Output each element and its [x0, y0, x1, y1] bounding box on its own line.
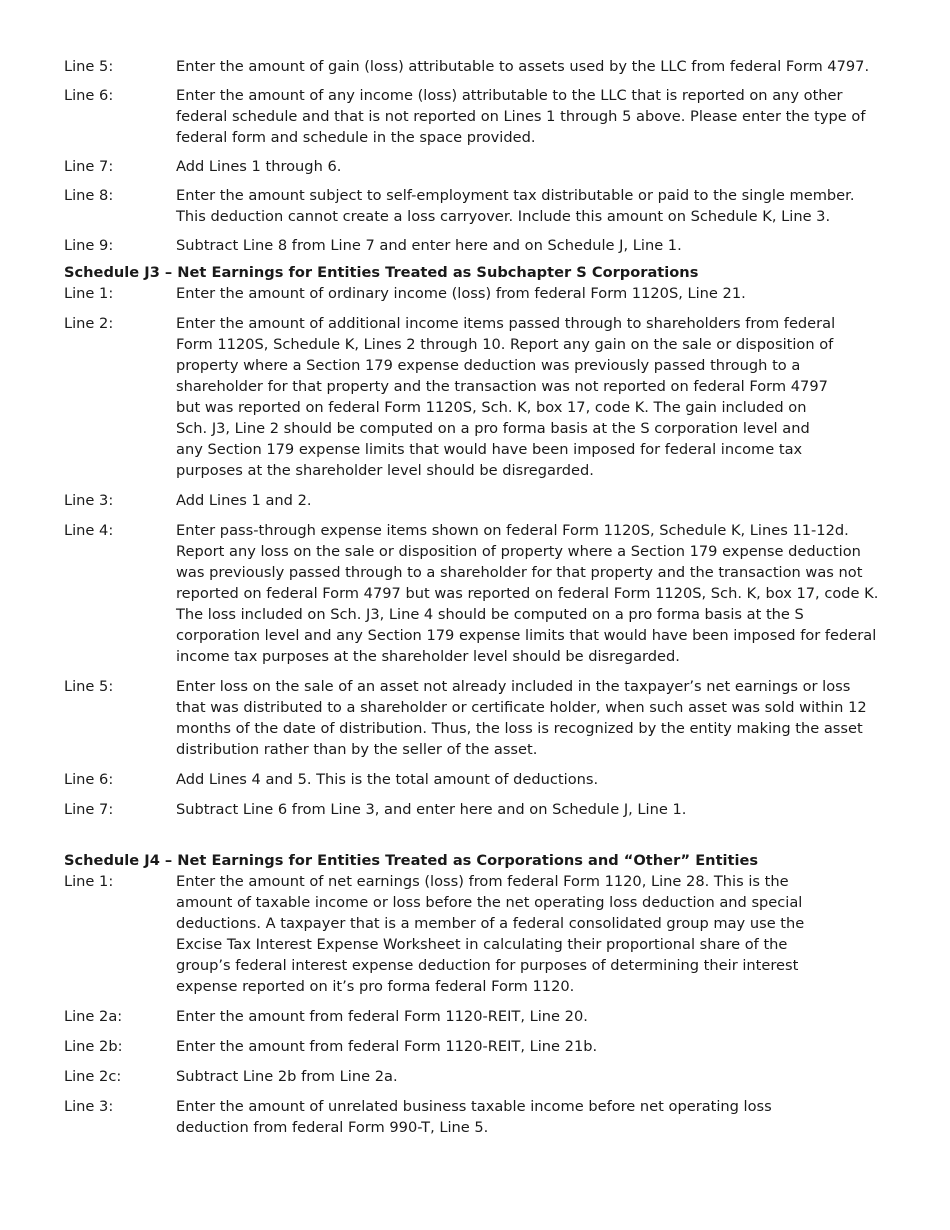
line-instruction: Subtract Line 2b from Line 2a.: [176, 1068, 398, 1085]
line-instruction: Enter the amount of unrelated business taxable income before net operating loss deduction from federal Form 990-T, Line 5.: [176, 1098, 772, 1136]
line-row: [64, 769, 884, 790]
line-row: [64, 1006, 884, 1027]
line-number: Line 2b:: [64, 1038, 123, 1055]
line-row: [64, 56, 884, 77]
line-row: [64, 235, 884, 256]
line-instruction: Enter the amount from federal Form 1120-REIT, Line 21b.: [176, 1038, 598, 1055]
line-row: [64, 520, 884, 667]
line-row: [64, 1036, 884, 1057]
line-number: Line 6:: [64, 771, 114, 788]
line-number: Line 6:: [64, 87, 114, 104]
line-number: Line 1:: [64, 285, 114, 302]
line-number: Line 5:: [64, 58, 114, 75]
line-number: Line 7:: [64, 801, 114, 818]
line-number: Line 8:: [64, 187, 114, 204]
line-row: [64, 1066, 884, 1087]
line-instruction: Enter the amount of ordinary income (loss) from federal Form 1120S, Line 21.: [176, 285, 746, 302]
line-row: [64, 676, 884, 760]
line-row: [64, 185, 884, 227]
line-row: [64, 283, 884, 304]
line-instruction: Add Lines 1 and 2.: [176, 492, 312, 509]
line-instruction: Enter the amount of net earnings (loss) from federal Form 1120, Line 28. This is the amount of taxable income or loss before the net operating loss deduction and special deductions. A taxpayer that is a member of a federal consolidated group may use the Excise Tax Interest Expense Worksheet in calculating their proportional share of the group’s federal interest expense deduction for purposes of determining their interest expense reported on it’s pro forma federal Form 1120.: [176, 873, 805, 995]
line-instruction: Add Lines 1 through 6.: [176, 158, 342, 175]
line-instruction: Enter the amount of gain (loss) attributable to assets used by the LLC from federal Form 4797.: [176, 58, 870, 75]
section-heading-j4: Schedule J4 – Net Earnings for Entities Treated as Corporations and “Other” Entities: [64, 852, 759, 869]
line-number: Line 2:: [64, 315, 114, 332]
line-row: [64, 313, 884, 481]
line-row: [64, 490, 884, 511]
section-heading-j3: Schedule J3 – Net Earnings for Entities Treated as Subchapter S Corporations: [64, 264, 699, 281]
line-instruction: Enter the amount of any income (loss) attributable to the LLC that is reported on any other federal schedule and that is not reported on Lines 1 through 5 above. Please enter the type of federal form and schedule in the space provided.: [176, 87, 866, 146]
line-row: [64, 85, 884, 148]
line-instruction: Enter the amount subject to self-employment tax distributable or paid to the single member. This deduction cannot create a loss carryover. Include this amount on Schedule K, Line 3.: [176, 187, 855, 225]
line-instruction: Enter loss on the sale of an asset not already included in the taxpayer’s net earnings or loss that was distributed to a shareholder or certificate holder, when such asset was sold within 12 months of the date of distribution. Thus, the loss is recognized by the entity making the asset distribution rather than by the seller of the asset.: [176, 678, 867, 758]
line-instruction: Subtract Line 6 from Line 3, and enter here and on Schedule J, Line 1.: [176, 801, 687, 818]
line-instruction: Enter the amount of additional income items passed through to shareholders from federal Form 1120S, Schedule K, Lines 2 through 10. Report any gain on the sale or disposition of property where a Section 179 expense deduction was previously passed through to a shareholder for that property and the transaction was not reported on federal Form 4797 but was reported on federal Form 1120S, Sch. K, box 17, code K. The gain included on Sch. J3, Line 2 should be computed on a pro forma basis at the S corporation level and any Section 179 expense limits that would have been imposed for federal income tax purposes at the shareholder level should be disregarded.: [176, 315, 836, 479]
line-number: Line 3:: [64, 492, 114, 509]
line-number: Line 4:: [64, 522, 114, 539]
line-instruction: Add Lines 4 and 5. This is the total amount of deductions.: [176, 771, 599, 788]
line-instruction: Enter the amount from federal Form 1120-REIT, Line 20.: [176, 1008, 588, 1025]
line-row: [64, 799, 884, 820]
line-number: Line 2c:: [64, 1068, 122, 1085]
line-row: [64, 871, 884, 997]
line-instruction: Subtract Line 8 from Line 7 and enter here and on Schedule J, Line 1.: [176, 237, 682, 254]
line-row: [64, 1096, 884, 1138]
line-number: Line 9:: [64, 237, 114, 254]
line-number: Line 3:: [64, 1098, 114, 1115]
line-row: [64, 156, 884, 177]
line-number: Line 2a:: [64, 1008, 123, 1025]
line-number: Line 7:: [64, 158, 114, 175]
line-number: Line 1:: [64, 873, 114, 890]
line-number: Line 5:: [64, 678, 114, 695]
instructions-page: [64, 56, 884, 1138]
line-instruction: Enter pass-through expense items shown on federal Form 1120S, Schedule K, Lines 11-12d. Report any loss on the sale or disposition of property where a Section 179 expense deduction was previously passed through to a shareholder for that property and the transaction was not reported on federal Form 4797 but was reported on federal Form 1120S, Sch. K, box 17, code K. The loss included on Sch. J3, Line 4 should be computed on a pro forma basis at the S corporation level and any Section 179 expense limits that would have been imposed for federal income tax purposes at the shareholder level should be disregarded.: [176, 522, 879, 665]
